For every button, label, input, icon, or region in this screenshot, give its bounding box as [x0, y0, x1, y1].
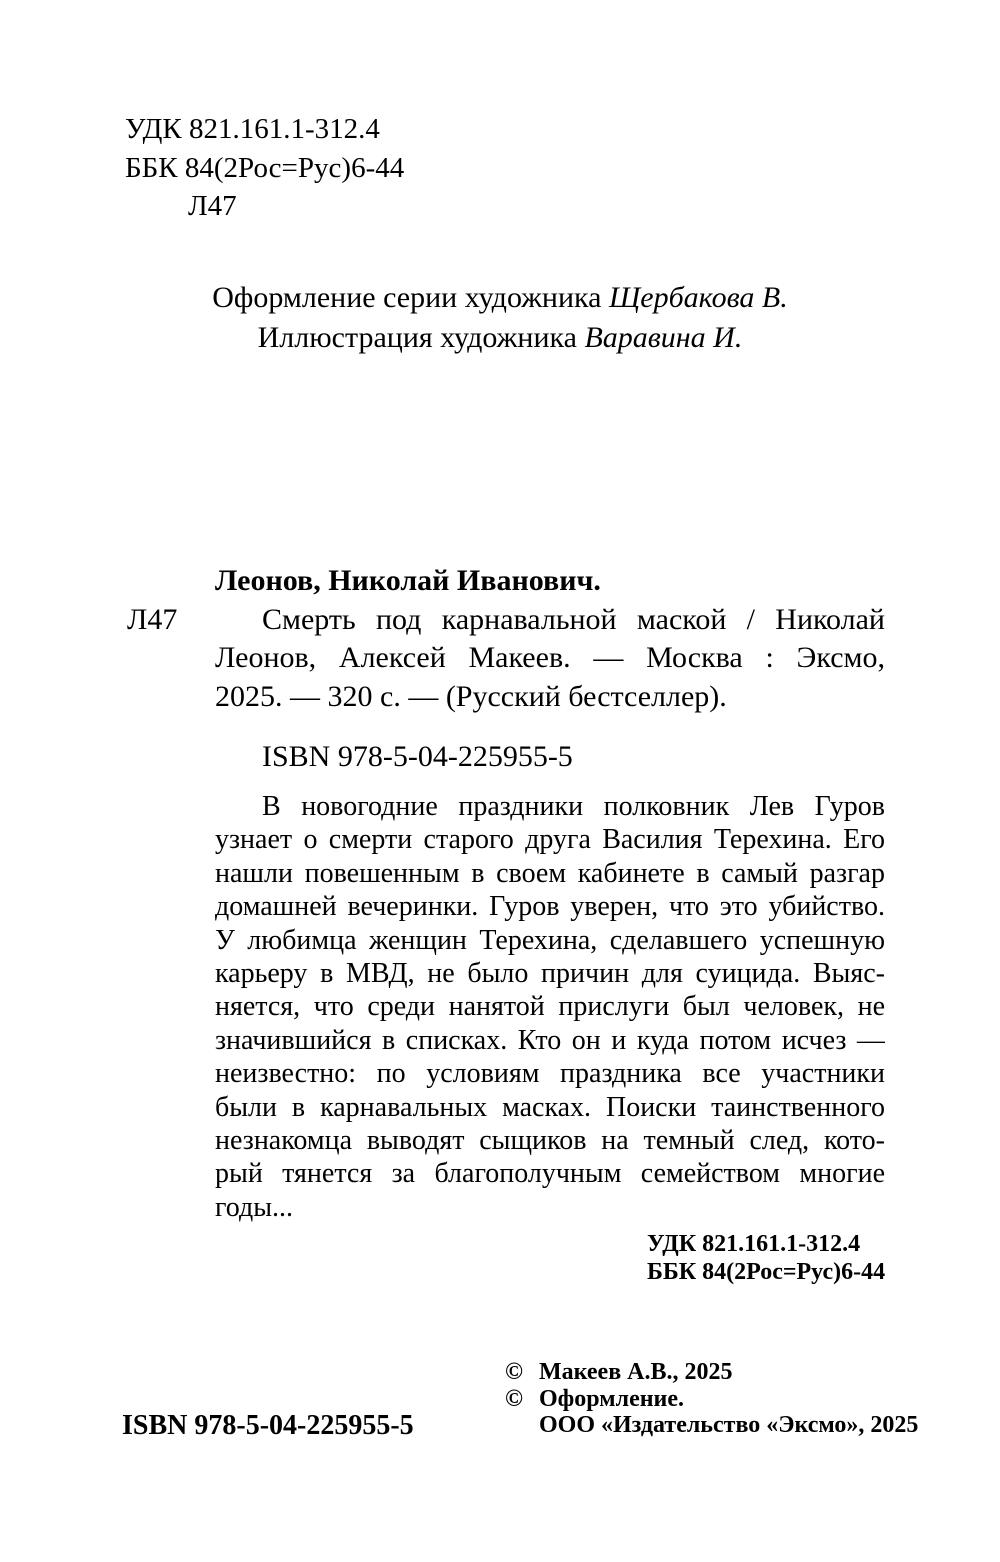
- text-line: В новогодние праздники полковник Лев Гуров: [262, 791, 885, 822]
- udk-number-bottom: УДК 821.161.1-312.4: [647, 1231, 861, 1257]
- isbn-catalog: ISBN 978-5-04-225955-5: [262, 740, 573, 773]
- catalog-entry: [215, 601, 885, 717]
- illustration-prefix: Иллюстрация художника: [257, 320, 585, 354]
- bbk-number-bottom: ББК 84(2Рос=Рус)6-44: [647, 1258, 886, 1285]
- bbk-number: ББК 84(2Рос=Рус)6-44: [125, 151, 405, 184]
- text-line: рый тянется за благополучным семейством многие: [215, 1158, 885, 1190]
- copyright-sign: ©: [505, 1359, 523, 1385]
- series-design-prefix: Оформление серии художника: [212, 281, 609, 314]
- copyright-holder-line: [505, 1359, 918, 1386]
- text-line: значившийся в списках. Кто он и куда потом исчез —: [215, 1024, 885, 1056]
- copyright-block: [505, 1359, 918, 1439]
- text-line: Леонов, Алексей Макеев. — Москва : Эксмо,: [215, 641, 885, 674]
- text-line: У любимца женщин Терехина, сделавшего успешную: [215, 924, 885, 956]
- udk-number: УДК 821.161.1-312.4: [125, 113, 380, 145]
- isbn-bottom: ISBN 978-5-04-225955-5: [122, 1410, 414, 1441]
- series-design-credit: [0, 278, 1000, 318]
- copyright-holder: Макеев А.В., 2025: [539, 1359, 733, 1385]
- illustration-artist: Варавина И.: [584, 320, 743, 354]
- text-line: нашли повешенным в своем кабинете в самый разгар: [215, 857, 885, 889]
- copyright-publisher-line: [505, 1412, 918, 1439]
- catalog-margin-sign: Л47: [127, 603, 178, 636]
- text-line: незнакомца выводят сыщиков на темный след, кото-: [215, 1125, 885, 1157]
- text-line: Смерть под карнавальной маской / Николай: [262, 602, 885, 636]
- series-design-artist: Щербакова В.: [608, 281, 788, 314]
- copyright-sign: ©: [505, 1385, 523, 1412]
- text-line: были в карнавальных масках. Поиски таинственного: [215, 1091, 885, 1123]
- series-credits: [0, 278, 1000, 357]
- author-sign: Л47: [188, 190, 237, 222]
- catalog-author-heading: Леонов, Николай Иванович.: [215, 564, 601, 597]
- text-line: няется, что среди нанятой прислуги был человек, не: [215, 991, 885, 1023]
- catalog-card: [215, 562, 885, 716]
- text-line: годы...: [215, 1191, 294, 1223]
- copyright-design: Оформление.: [539, 1385, 685, 1412]
- text-line: 2025. — 320 с. — (Русский бестселлер).: [215, 679, 727, 713]
- text-line: узнает о смерти старого друга Василия Терехина. Его: [215, 824, 885, 856]
- top-classification-block: [125, 110, 404, 226]
- illustration-credit: [0, 318, 1000, 358]
- text-line: карьеру в МВД, не было причин для суицида. Выяс-: [215, 958, 885, 990]
- copyright-design-line: [505, 1386, 918, 1413]
- bottom-classification-block: [647, 1231, 885, 1286]
- copyright-publisher: ООО «Издательство «Эксмо», 2025: [539, 1412, 919, 1438]
- text-line: домашней вечеринки. Гуров уверен, что это убийство.: [215, 891, 885, 923]
- text-line: неизвестно: по условиям праздника все участники: [215, 1058, 885, 1090]
- annotation-text: [215, 790, 885, 1224]
